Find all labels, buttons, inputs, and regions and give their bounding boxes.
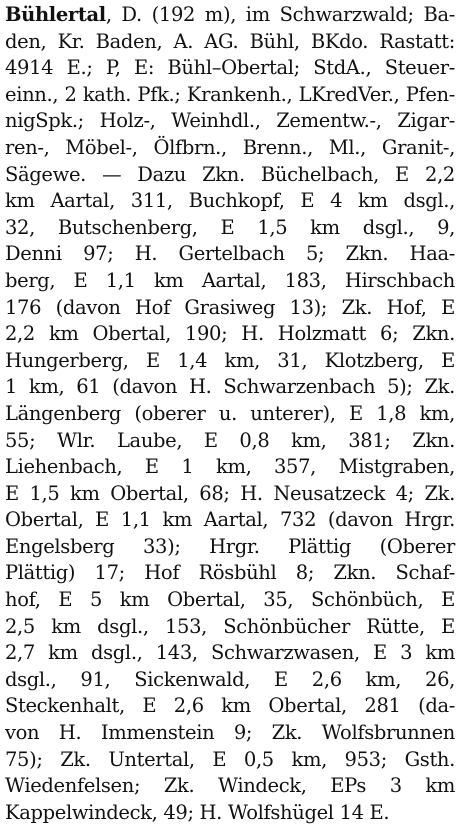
entry-line-30: Wiedenfelsen; Zk. Windeck, EPs 3 km xyxy=(5,774,455,798)
entry-line-7: Sägewe. — Dazu Zkn. Büchelbach, E 2,2 xyxy=(5,162,455,186)
entry-line-20: Obertal, E 1,1 km Aartal, 732 (davon Hrgr. xyxy=(5,508,455,532)
entry-line-21: Engelsberg 33); Hrgr. Plättig (Oberer xyxy=(5,534,455,558)
entry-line-15: 1 km, 61 (davon H. Schwarzenbach 5); Zk. xyxy=(5,375,455,399)
entry-line-29: 75); Zk. Untertal, E 0,5 km, 953; Gsth. xyxy=(5,747,455,771)
entry-line-12: 176 (davon Hof Grasiweg 13); Zk. Hof, E xyxy=(5,295,455,319)
entry-line-1-rest: , D. (192 m), im Schwarzwald; Ba- xyxy=(105,3,455,26)
entry-line-3: 4914 E.; P, E: Bühl–Obertal; StdA., Steuer- xyxy=(5,56,455,80)
entry-line-4: einn., 2 kath. Pfk.; Krankenh., LKredVer., Pfen- xyxy=(5,82,455,106)
gazetteer-entry xyxy=(5,2,455,826)
entry-line-1 xyxy=(5,2,455,29)
entry-line-6: ren-, Möbel-, Ölfbrn., Brenn., Ml., Granit-, xyxy=(5,135,455,159)
entry-line-14: Hungerberg, E 1,4 km, 31, Klotzberg, E xyxy=(5,348,455,372)
entry-line-24: 2,5 km dsgl., 153, Schönbücher Rütte, E xyxy=(5,614,455,638)
entry-line-2: den, Kr. Baden, A. AG. Bühl, BKdo. Rastatt: xyxy=(5,29,455,53)
entry-line-9: 32, Butschenberg, E 1,5 km dsgl., 9, xyxy=(5,215,455,239)
entry-line-13: 2,2 km Obertal, 190; H. Holzmatt 6; Zkn. xyxy=(5,322,455,346)
entry-line-17: 55; Wlr. Laube, E 0,8 km, 381; Zkn. xyxy=(5,428,455,452)
entry-line-23: hof, E 5 km Obertal, 35, Schönbüch, E xyxy=(5,588,455,612)
entry-line-28: von H. Immenstein 9; Zk. Wolfsbrunnen xyxy=(5,721,455,745)
entry-line-27: Steckenhalt, E 2,6 km Obertal, 281 (da- xyxy=(5,694,455,718)
entry-line-31: Kappelwindeck, 49; H. Wolfshügel 14 E. xyxy=(5,800,390,824)
entry-headword: Bühlertal xyxy=(5,3,106,26)
entry-line-19: E 1,5 km Obertal, 68; H. Neusatzeck 4; Zk. xyxy=(5,481,455,505)
entry-line-10: Denni 97; H. Gertelbach 5; Zkn. Haa- xyxy=(5,242,455,266)
entry-line-5: nigSpk.; Holz-, Weinhdl., Zementw.-, Zigar- xyxy=(5,109,455,133)
entry-line-8: km Aartal, 311, Buchkopf, E 4 km dsgl., xyxy=(5,189,455,213)
entry-line-18: Liehenbach, E 1 km, 357, Mistgraben, xyxy=(5,455,455,479)
entry-line-11: berg, E 1,1 km Aartal, 183, Hirschbach xyxy=(5,268,455,292)
entry-line-22: Plättig) 17; Hof Rösbühl 8; Zkn. Schaf- xyxy=(5,561,455,585)
entry-line-16: Längenberg (oberer u. unterer), E 1,8 km, xyxy=(5,401,455,425)
entry-line-26: dsgl., 91, Sickenwald, E 2,6 km, 26, xyxy=(5,667,455,691)
entry-line-25: 2,7 km dsgl., 143, Schwarzwasen, E 3 km xyxy=(5,641,455,665)
